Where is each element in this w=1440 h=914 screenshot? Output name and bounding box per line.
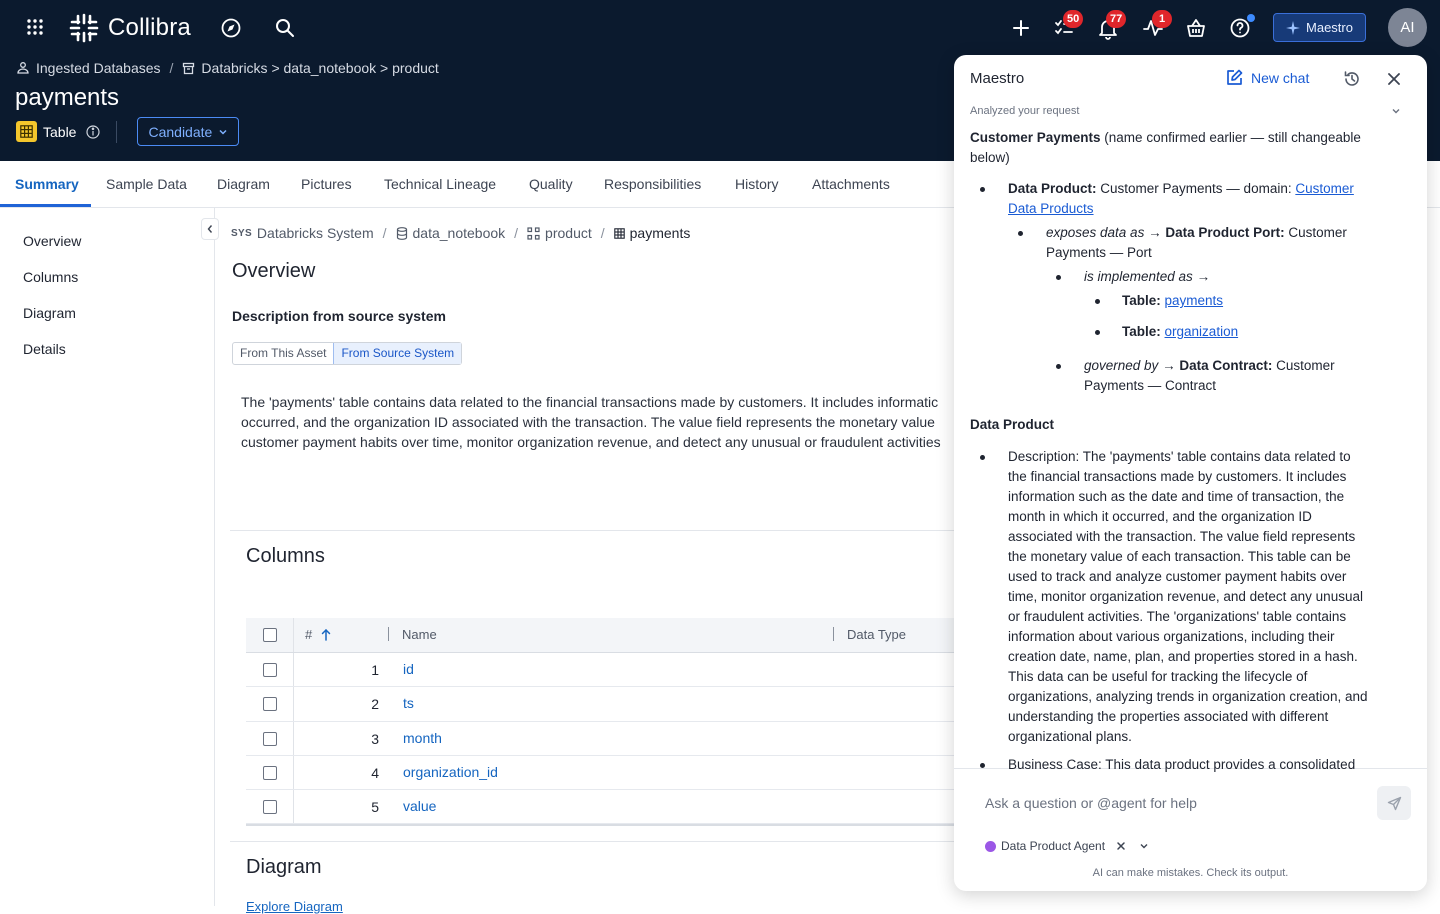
close-icon[interactable]	[1386, 71, 1402, 87]
row-number: 1	[371, 662, 379, 678]
columns-table	[246, 618, 966, 826]
search-icon[interactable]	[274, 17, 296, 39]
bullet	[1056, 275, 1061, 280]
nav-details[interactable]: Details	[23, 341, 66, 357]
column-separator	[293, 618, 294, 652]
domain-link[interactable]: Customer	[1295, 181, 1354, 196]
column-name-link[interactable]: id	[403, 661, 414, 677]
group-icon	[527, 227, 540, 240]
path-table: payments	[629, 225, 691, 241]
asset-meta	[16, 117, 239, 146]
tab-diagram[interactable]: Diagram	[217, 176, 270, 192]
column-separator	[293, 653, 294, 686]
value-text: Payments — Contract	[1084, 378, 1217, 393]
nav-overview[interactable]: Overview	[23, 233, 82, 249]
table-row[interactable]	[246, 722, 966, 756]
table-header	[246, 618, 966, 653]
explore-diagram-link[interactable]: Explore Diagram	[246, 899, 343, 914]
active-tab-indicator	[0, 204, 91, 207]
maestro-panel	[954, 55, 1427, 891]
table-line	[1122, 322, 1238, 342]
chevron-down-icon	[218, 127, 228, 137]
overview-heading: Overview	[232, 260, 316, 282]
description-line: used to track and analyze customer payment habits over	[1008, 569, 1347, 584]
bullet	[980, 455, 985, 460]
chevron-down-icon[interactable]	[1391, 106, 1401, 116]
main-content	[216, 208, 956, 914]
tab-technical-lineage[interactable]: Technical Lineage	[384, 176, 497, 192]
column-separator	[293, 756, 294, 789]
agent-color-dot	[985, 841, 996, 852]
path-schema[interactable]: data_notebook	[412, 225, 506, 241]
history-icon[interactable]	[1343, 70, 1361, 88]
column-separator	[293, 687, 294, 720]
response-text: below)	[970, 150, 1010, 165]
app-grid-icon[interactable]	[26, 18, 44, 36]
relation-line	[1084, 267, 1210, 287]
maestro-button[interactable]	[1273, 13, 1366, 42]
description-line: time, monitor organization revenue, and detect any unusual	[1008, 589, 1363, 604]
columns-heading: Columns	[246, 545, 325, 567]
description-line: the financial transactions made by customers. It includes	[1008, 469, 1347, 484]
label-text: Table:	[1122, 324, 1161, 339]
path-group[interactable]: product	[545, 225, 592, 241]
description-line: This data can be useful for tracking the lifecycle of	[1008, 669, 1308, 684]
table-payments-link[interactable]: payments	[1164, 293, 1224, 308]
label-text: Table:	[1122, 293, 1161, 308]
new-chat-button[interactable]	[1226, 69, 1309, 86]
row-number: 3	[371, 730, 379, 747]
community-icon	[16, 61, 30, 75]
sort-ascending-icon[interactable]	[321, 628, 331, 641]
description-source-toggle	[232, 342, 462, 365]
maestro-button-label: Maestro	[1306, 20, 1353, 35]
section-heading: Data Product	[970, 417, 1055, 432]
toggle-from-source-system[interactable]: From Source System	[333, 343, 461, 364]
collibra-logo-icon	[68, 12, 100, 44]
relation-line	[1084, 356, 1335, 376]
tab-history[interactable]: History	[735, 176, 779, 192]
info-icon[interactable]	[86, 125, 100, 139]
bullet	[1095, 330, 1100, 335]
status-dropdown[interactable]	[137, 117, 239, 146]
breadcrumb-community[interactable]: Ingested Databases	[36, 60, 161, 76]
table-bottom-border	[246, 824, 966, 826]
agent-name: Data Product Agent	[1001, 839, 1106, 853]
description-text: The 'payments' table contains data related to the financial transactions made by customers. It includes informatic occurred, and the organization ID associated with the transaction. The value field represents the monetary value customer payment habits over time, monitor organization revenue, and detect any unusual or fraudulent activities	[241, 394, 941, 450]
activity-badge: 1	[1152, 10, 1172, 28]
tab-sample-data[interactable]: Sample Data	[106, 176, 187, 192]
path-separator: /	[382, 225, 387, 241]
ai-disclaimer: AI can make mistakes. Check its output.	[1092, 867, 1289, 879]
new-chat-label: New chat	[1251, 69, 1310, 86]
bullet	[980, 763, 985, 768]
label-text: Data Product Port:	[1165, 225, 1285, 240]
asset-title: payments	[15, 84, 120, 111]
arrow-text: →	[1144, 225, 1166, 240]
data-product-line	[1008, 199, 1094, 219]
avatar[interactable]: AI	[1388, 8, 1427, 47]
column-resize-handle[interactable]	[833, 627, 834, 641]
table-organization-link[interactable]: organization	[1164, 324, 1239, 339]
asset-type: Table	[43, 123, 77, 140]
table-row[interactable]	[246, 653, 966, 687]
arrow-text: →	[1192, 269, 1211, 284]
asset-path	[231, 225, 690, 241]
column-name-link[interactable]: value	[403, 798, 437, 815]
toggle-from-this-asset[interactable]: From This Asset	[240, 346, 327, 360]
remove-agent-icon[interactable]	[1116, 841, 1126, 851]
send-button[interactable]	[1377, 786, 1411, 820]
relation-text: is implemented as	[1084, 269, 1193, 284]
table-row[interactable]	[246, 790, 966, 824]
product-name: Customer Payments	[970, 130, 1101, 145]
select-all-checkbox[interactable]	[263, 628, 277, 642]
value-text: Customer	[1272, 358, 1335, 373]
column-separator	[293, 722, 294, 755]
column-name-link[interactable]: organization_id	[403, 763, 498, 780]
header-data-type[interactable]: Data Type	[847, 627, 907, 642]
path-separator: /	[600, 225, 605, 241]
notifications-badge: 77	[1106, 10, 1126, 28]
row-number: 4	[371, 764, 379, 781]
value-text: Payments — Port	[1046, 245, 1152, 260]
row-checkbox[interactable]	[263, 732, 277, 746]
basket-icon[interactable]	[1185, 17, 1207, 39]
row-checkbox[interactable]	[263, 766, 277, 780]
system-tag: SYS	[231, 227, 252, 239]
schema-icon	[396, 227, 408, 240]
label-text: Data Product:	[1008, 181, 1097, 196]
tab-attachments[interactable]: Attachments	[812, 176, 890, 192]
bullet	[1018, 231, 1023, 236]
plus-icon[interactable]	[1010, 17, 1032, 39]
table-row[interactable]	[246, 687, 966, 721]
column-name-link[interactable]: month	[403, 729, 442, 746]
section-divider	[230, 841, 970, 842]
bullet	[980, 187, 985, 192]
meta-divider	[116, 121, 117, 143]
arrow-text: →	[1158, 358, 1180, 373]
path-separator: /	[514, 225, 519, 241]
description-line: organizational plans.	[1008, 729, 1132, 744]
column-resize-handle[interactable]	[388, 627, 389, 641]
column-name-link[interactable]: ts	[403, 695, 414, 712]
help-dot	[1247, 14, 1255, 22]
relation-line	[1046, 223, 1347, 243]
response-line	[970, 128, 1361, 148]
table-small-icon	[614, 228, 625, 239]
bullet	[1056, 364, 1061, 369]
breadcrumb-path[interactable]: Databricks > data_notebook > product	[201, 60, 439, 76]
chat-input-placeholder: Ask a question or @agent for help	[985, 795, 1197, 811]
domain-link[interactable]: Data Products	[1008, 201, 1094, 216]
section-divider	[230, 530, 970, 531]
agent-chip[interactable]	[985, 839, 1149, 853]
header-name[interactable]: Name	[402, 627, 437, 642]
response-text: (name confirmed earlier — still changeable	[1100, 130, 1361, 145]
relation-text: exposes data as	[1046, 225, 1145, 240]
nav-columns[interactable]: Columns	[23, 269, 79, 285]
row-checkbox[interactable]	[263, 663, 277, 677]
tab-responsibilities[interactable]: Responsibilities	[604, 176, 702, 192]
breadcrumb-separator: /	[169, 60, 174, 76]
collibra-logo[interactable]	[68, 12, 191, 44]
description-line: month in which it occurred, and the organization ID	[1008, 509, 1312, 524]
value-text: Customer	[1284, 225, 1347, 240]
analyzed-status[interactable]: Analyzed your request	[970, 105, 1080, 117]
description-line: creation date, name, plan, and properties stored in a hash.	[1008, 649, 1358, 664]
tab-quality[interactable]: Quality	[529, 176, 573, 192]
table-icon	[16, 121, 37, 142]
relation-text: governed by	[1084, 358, 1159, 373]
sparkle-icon	[1286, 21, 1300, 35]
chat-transcript[interactable]	[954, 103, 1427, 772]
tab-pictures[interactable]: Pictures	[301, 176, 352, 192]
label-text: Data Contract:	[1179, 358, 1273, 373]
row-checkbox[interactable]	[263, 697, 277, 711]
description-line: associated with the transaction. The value field represents	[1008, 529, 1356, 544]
diagram-heading: Diagram	[246, 856, 322, 878]
send-icon	[1387, 796, 1402, 811]
header-number[interactable]: #	[305, 627, 313, 642]
section-nav	[0, 208, 215, 906]
agent-chevron-down-icon[interactable]	[1139, 841, 1149, 851]
chat-input[interactable]	[970, 784, 1411, 822]
description-line: organizations, analyzing trends in organization creation, and	[1008, 689, 1368, 704]
edit-icon	[1226, 69, 1243, 86]
business-case-line: Business Case: This data product provides a consolidated	[1008, 757, 1356, 772]
status-label: Candidate	[148, 123, 213, 140]
description-line: Description: The 'payments' table contains data related to	[1008, 449, 1351, 464]
description-line: understanding the properties associated with different	[1008, 709, 1329, 724]
tasks-badge: 50	[1063, 10, 1083, 28]
breadcrumb	[16, 60, 439, 76]
app-bar	[0, 0, 1440, 56]
maestro-panel-title: Maestro	[970, 70, 1025, 87]
row-number: 2	[371, 696, 379, 713]
table-row[interactable]	[246, 756, 966, 790]
value-text: Customer Payments — domain:	[1096, 181, 1296, 196]
description-line: information such as the date and time of transaction, the	[1008, 489, 1345, 504]
description-line: information about various organizations, including their	[1008, 629, 1335, 644]
compass-icon[interactable]	[220, 17, 242, 39]
data-product-line	[1008, 179, 1354, 199]
app-name: Collibra	[108, 14, 191, 41]
description-line: or fraudulent activities. The 'organizations' table contains	[1008, 609, 1347, 624]
description-line: the monetary value of each transaction. This table can be	[1008, 549, 1351, 564]
bullet	[1095, 299, 1100, 304]
chevron-left-icon	[206, 224, 214, 234]
path-system[interactable]: Databricks System	[256, 225, 374, 241]
row-checkbox[interactable]	[263, 800, 277, 814]
table-line	[1122, 291, 1223, 311]
tab-summary[interactable]: Summary	[15, 176, 79, 192]
database-icon	[182, 62, 195, 75]
column-separator	[293, 790, 294, 823]
description-label: Description from source system	[232, 308, 446, 324]
row-number: 5	[371, 799, 379, 816]
nav-diagram[interactable]: Diagram	[23, 305, 76, 321]
